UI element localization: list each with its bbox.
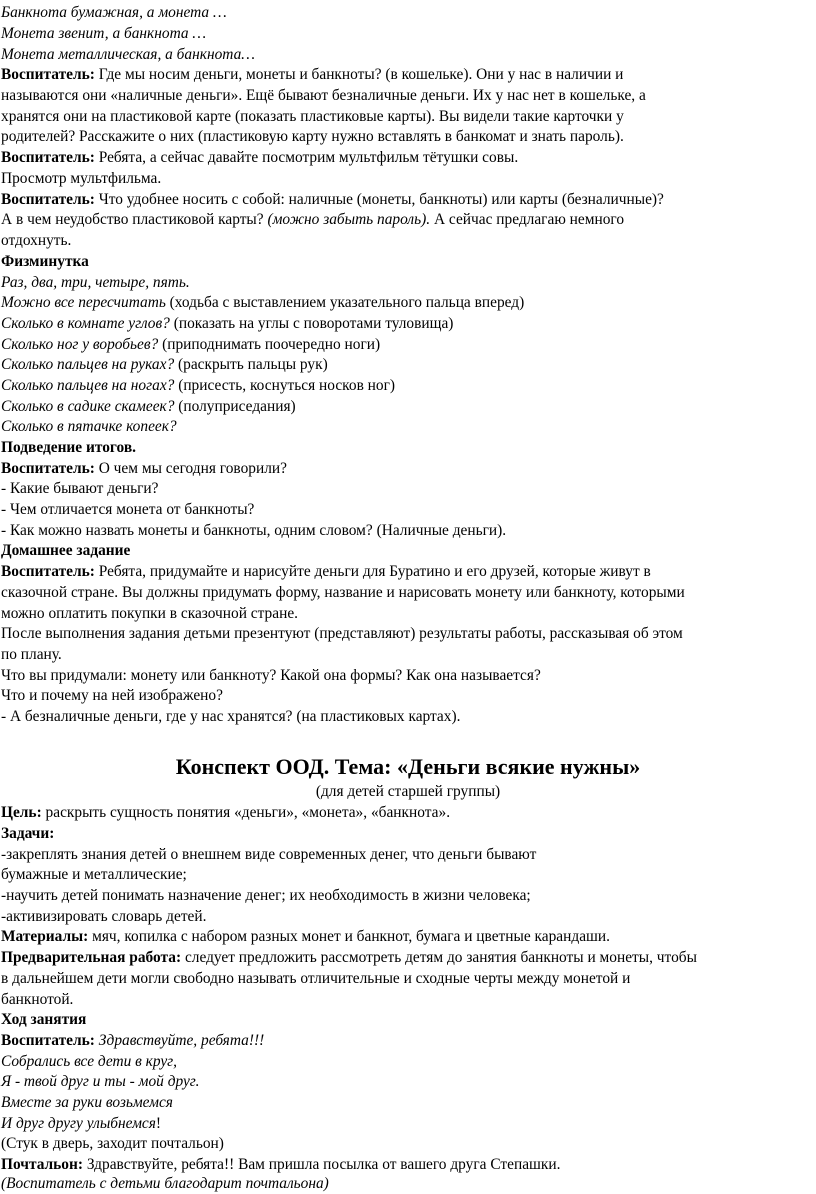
rhyme-line: Сколько ног у воробьев? (приподнимать поочередно ноги) (1, 336, 381, 353)
speaker-label: Воспитатель: (1, 1032, 95, 1049)
rhyme-line: Вместе за руки возьмемся (1, 1094, 173, 1111)
dialogue-line: Воспитатель: Ребята, придумайте и нарисуйте деньги для Буратино и его друзей, которые живут в (1, 563, 651, 580)
dialogue-line: Воспитатель: Что удобнее носить с собой: наличные (монеты, банкноты) или карты (безналичные)? (1, 191, 664, 208)
text-line: можно оплатить покупки в сказочной стране. (1, 605, 298, 622)
text-line: Просмотр мультфильма. (1, 170, 162, 187)
riddle-line: Монета звенит, а банкнота … (1, 25, 207, 42)
speaker-label: Воспитатель: (1, 66, 95, 83)
speaker-label: Воспитатель: (1, 563, 95, 580)
section-heading-summary: Подведение итогов. (1, 439, 136, 456)
dialogue-line: Воспитатель: Ребята, а сейчас давайте посмотрим мультфильм тётушки совы. (1, 149, 519, 166)
riddle-line: Банкнота бумажная, а монета … (1, 4, 227, 21)
text-line: по плану. (1, 646, 62, 663)
dialogue-line: Почтальон: Здравствуйте, ребята!! Вам пришла посылка от вашего друга Степашки. (1, 1156, 561, 1173)
question-line: Что и почему на ней изображено? (1, 687, 223, 704)
field-label: Цель: (1, 804, 42, 821)
rhyme-line: Сколько пальцев на руках? (раскрыть пальцы рук) (1, 356, 328, 373)
section-heading-fizminutka: Физминутка (1, 253, 89, 270)
page-title: Конспект ООД. Тема: «Деньги всякие нужны» (175, 754, 641, 779)
text-line: отдохнуть. (1, 232, 72, 249)
goal-line: Цель: раскрыть сущность понятия «деньги», «монета», «банкнота». (1, 804, 451, 821)
rhyme-line: Сколько в комнате углов? (показать на углы с поворотами туловища) (1, 315, 454, 332)
rhyme-line: Я - твой друг и ты - мой друг. (1, 1073, 200, 1090)
section-heading-lesson: Ход занятия (1, 1011, 87, 1028)
text-line: А в чем неудобство пластиковой карты? (можно забыть пароль). А сейчас предлагаю немного (1, 211, 625, 228)
speaker-label: Воспитатель: (1, 460, 95, 477)
field-label: Предварительная работа: (1, 949, 182, 966)
speaker-label: Воспитатель: (1, 191, 95, 208)
question-line: - Как можно назвать монеты и банкноты, одним словом? (Наличные деньги). (1, 522, 507, 539)
question-line: Что вы придумали: монету или банкноту? Какой она формы? Как она называется? (1, 667, 541, 684)
dialogue-line: Воспитатель: Здравствуйте, ребята!!! (1, 1032, 265, 1049)
text-line: называются они «наличные деньги». Ещё бывают безналичные деньги. Их у нас нет в кошельке, а (1, 87, 646, 104)
stage-direction: (Воспитатель с детьми благодарит почтальона) (1, 1175, 329, 1192)
text-line: банкнотой. (1, 991, 74, 1008)
text-line: После выполнения задания детьми презентуют (представляют) результаты работы, рассказывая об этом (1, 625, 683, 642)
rhyme-line: Сколько в садике скамеек? (полуприседания) (1, 398, 296, 415)
question-line: - Какие бывают деньги? (1, 480, 159, 497)
dialogue-line: Воспитатель: Где мы носим деньги, монеты и банкноты? (в кошельке). Они у нас в наличии и (1, 66, 624, 83)
rhyme-line: Раз, два, три, четыре, пять. (1, 274, 190, 291)
section-heading-homework: Домашнее задание (1, 542, 131, 559)
field-label: Материалы: (1, 928, 89, 945)
stage-direction: (Стук в дверь, заходит почтальон) (1, 1135, 224, 1152)
text-line: в дальнейшем дети могли свободно называть отличительные и сходные черты между монетой и (1, 970, 631, 987)
text-line: родителей? Расскажите о них (пластиковую карту нужно вставлять в банкомат и знать пароль). (1, 128, 624, 145)
materials-line: Материалы: мяч, копилка с набором разных монет и банкнот, бумага и цветные карандаши. (1, 928, 610, 945)
rhyme-line: И друг другу улыбнемся! (1, 1115, 162, 1132)
task-line: бумажные и металлические; (1, 866, 187, 883)
question-line: - Чем отличается монета от банкноты? (1, 501, 255, 518)
rhyme-line: Можно все пересчитать (ходьба с выставлением указательного пальца вперед) (1, 294, 525, 311)
speaker-label: Почтальон: (1, 1156, 83, 1173)
page-subtitle: (для детей старшей группы) (315, 783, 501, 800)
riddle-line: Монета металлическая, а банкнота… (1, 46, 255, 63)
rhyme-line: Сколько пальцев на ногах? (присесть, коснуться носков ног) (1, 377, 396, 394)
speaker-label: Воспитатель: (1, 149, 95, 166)
text-line: хранятся они на пластиковой карте (показать пластиковые карты). Вы видели такие карточки у (1, 108, 624, 125)
rhyme-line: Сколько в пятачке копеек? (1, 418, 177, 435)
task-line: -закреплять знания детей о внешнем виде современных денег, что деньги бывают (1, 846, 537, 863)
task-line: -активизировать словарь детей. (1, 908, 207, 925)
preparation-line: Предварительная работа: следует предложить рассмотреть детям до занятия банкноты и монеты, чтобы (1, 949, 697, 966)
text-line: сказочной стране. Вы должны придумать форму, название и нарисовать монету или банкноту, которыми (1, 584, 685, 601)
dialogue-line: Воспитатель: О чем мы сегодня говорили? (1, 460, 287, 477)
section-heading-tasks: Задачи: (1, 825, 55, 842)
rhyme-line: Собрались все дети в круг, (1, 1053, 178, 1070)
task-line: -научить детей понимать назначение денег; их необходимость в жизни человека; (1, 887, 531, 904)
question-line: - А безналичные деньги, где у нас хранятся? (на пластиковых картах). (1, 708, 461, 725)
